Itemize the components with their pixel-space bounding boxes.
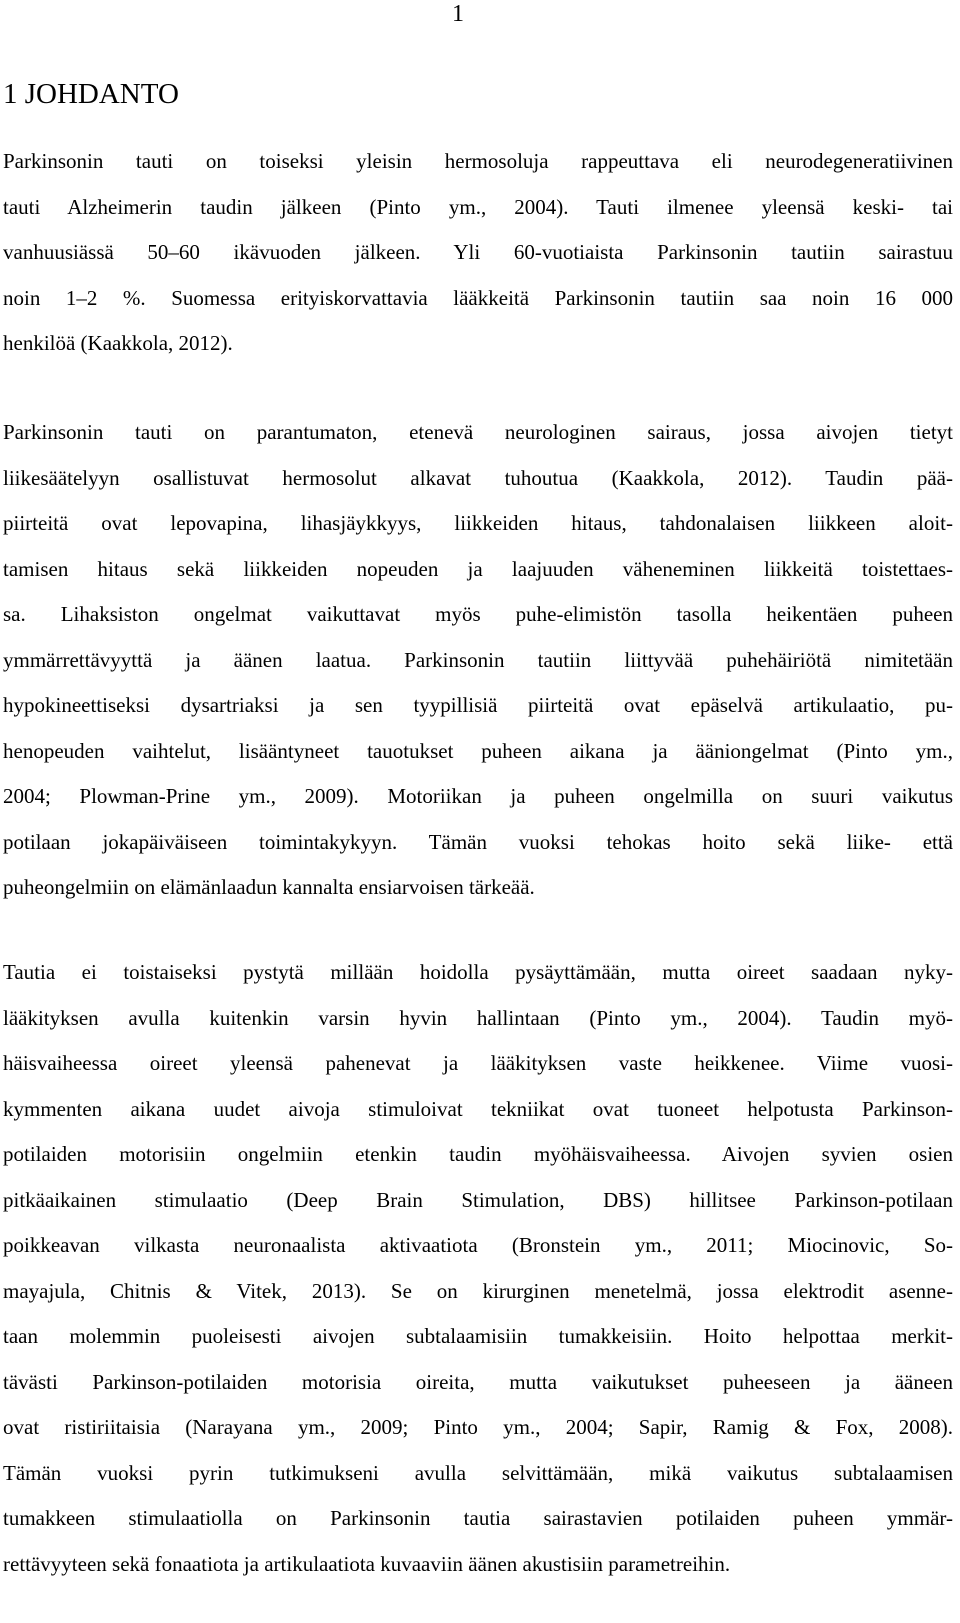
text-line: lääkityksen avulla kuitenkin varsin hyvin hallintaan (Pinto ym., 2004). Taudin myö- <box>3 1005 953 1030</box>
text-line: liikesäätelyyn osallistuvat hermosolut alkavat tuhoutua (Kaakkola, 2012). Taudin pää- <box>3 465 953 490</box>
text-line: ovat ristiriitaisia (Narayana ym., 2009; Pinto ym., 2004; Sapir, Ramig & Fox, 2008). <box>3 1415 953 1439</box>
text-line: Tämän vuoksi pyrin tutkimukseni avulla selvittämään, mikä vaikutus subtalaamisen <box>3 1460 953 1485</box>
text-line: Parkinsonin tauti on parantumaton, etenevä neurologinen sairaus, jossa aivojen tietyt <box>3 420 953 444</box>
text-line: 2004; Plowman-Prine ym., 2009). Motoriikan ja puheen ongelmilla on suuri vaikutus <box>3 784 953 808</box>
text-line: sa. Lihaksiston ongelmat vaikuttavat myös puhe-elimistön tasolla heikentäen puheen <box>3 602 953 626</box>
text-line: henopeuden vaihtelut, lisääntyneet tauotukset puheen aikana ja ääniongelmat (Pinto ym., <box>3 738 953 763</box>
text-line: potilaan jokapäiväiseen toimintakykyyn. Tämän vuoksi tehokas hoito sekä liike- että <box>3 829 953 854</box>
text-line: taan molemmin puoleisesti aivojen subtalaamisiin tumakkeisiin. Hoito helpottaa merkit- <box>3 1324 953 1348</box>
text-line: Tautia ei toistaiseksi pystytä millään hoidolla pysäyttämään, mutta oireet saadaan nyky- <box>3 960 953 984</box>
text-line: tauti Alzheimerin taudin jälkeen (Pinto ym., 2004). Tauti ilmenee yleensä keski- tai <box>3 194 953 219</box>
text-line: ymmärrettävyyttä ja äänen laatua. Parkinsonin tautiin liittyvää puhehäiriötä nimitetään <box>3 647 953 672</box>
text-line: henkilöä (Kaakkola, 2012). <box>3 331 233 355</box>
page-number: 1 <box>452 1 464 27</box>
paragraph-intro <box>3 139 953 367</box>
section-heading: 1 JOHDANTO <box>3 78 179 110</box>
text-line: poikkeavan vilkasta neuronaalista aktivaatiota (Bronstein ym., 2011; Miocinovic, So- <box>3 1233 953 1257</box>
text-line: häisvaiheessa oireet yleensä pahenevat ja lääkityksen vaste heikkenee. Viime vuosi- <box>3 1051 953 1075</box>
text-line: mayajula, Chitnis & Vitek, 2013). Se on kirurginen menetelmä, jossa elektrodit asenne- <box>3 1278 953 1303</box>
text-line: Parkinsonin tauti on toiseksi yleisin hermosoluja rappeuttava eli neurodegeneratiivinen <box>3 149 953 173</box>
text-line: hypokineettiseksi dysartriaksi ja sen tyypillisiä piirteitä ovat epäselvä artikulaatio, pu- <box>3 693 953 717</box>
text-line: potilaiden motorisiin ongelmiin etenkin taudin myöhäisvaiheessa. Aivojen syvien osien <box>3 1142 953 1166</box>
text-line: tävästi Parkinson-potilaiden motorisia oireita, mutta vaikutukset puheeseen ja ääneen <box>3 1369 953 1394</box>
text-line: noin 1–2 %. Suomessa erityiskorvattavia lääkkeitä Parkinsonin tautiin saa noin 16 000 <box>3 285 953 310</box>
text-line: tamisen hitaus sekä liikkeiden nopeuden ja laajuuden väheneminen liikkeitä toistettaes- <box>3 556 953 581</box>
text-line: puheongelmiin on elämänlaadun kannalta ensiarvoisen tärkeää. <box>3 875 535 899</box>
text-line: pitkäaikainen stimulaatio (Deep Brain Stimulation, DBS) hillitsee Parkinson-potilaan <box>3 1187 953 1212</box>
text-line: piirteitä ovat lepovapina, lihasjäykkyys, liikkeiden hitaus, tahdonalaisen liikkeen aloit- <box>3 511 953 535</box>
text-line: vanhuusiässä 50–60 ikävuoden jälkeen. Yli 60-vuotiaista Parkinsonin tautiin sairastuu <box>3 240 953 264</box>
paragraph-treatment <box>3 950 953 1587</box>
paragraph-symptoms <box>3 410 953 911</box>
text-line: rettävyyteen sekä fonaatiota ja artikulaatiota kuvaaviin äänen akustisiin parametreihin. <box>3 1551 731 1576</box>
text-line: tumakkeen stimulaatiolla on Parkinsonin tautia sairastavien potilaiden puheen ymmär- <box>3 1506 953 1530</box>
text-line: kymmenten aikana uudet aivoja stimuloivat tekniikat ovat tuoneet helpotusta Parkinson- <box>3 1096 953 1121</box>
